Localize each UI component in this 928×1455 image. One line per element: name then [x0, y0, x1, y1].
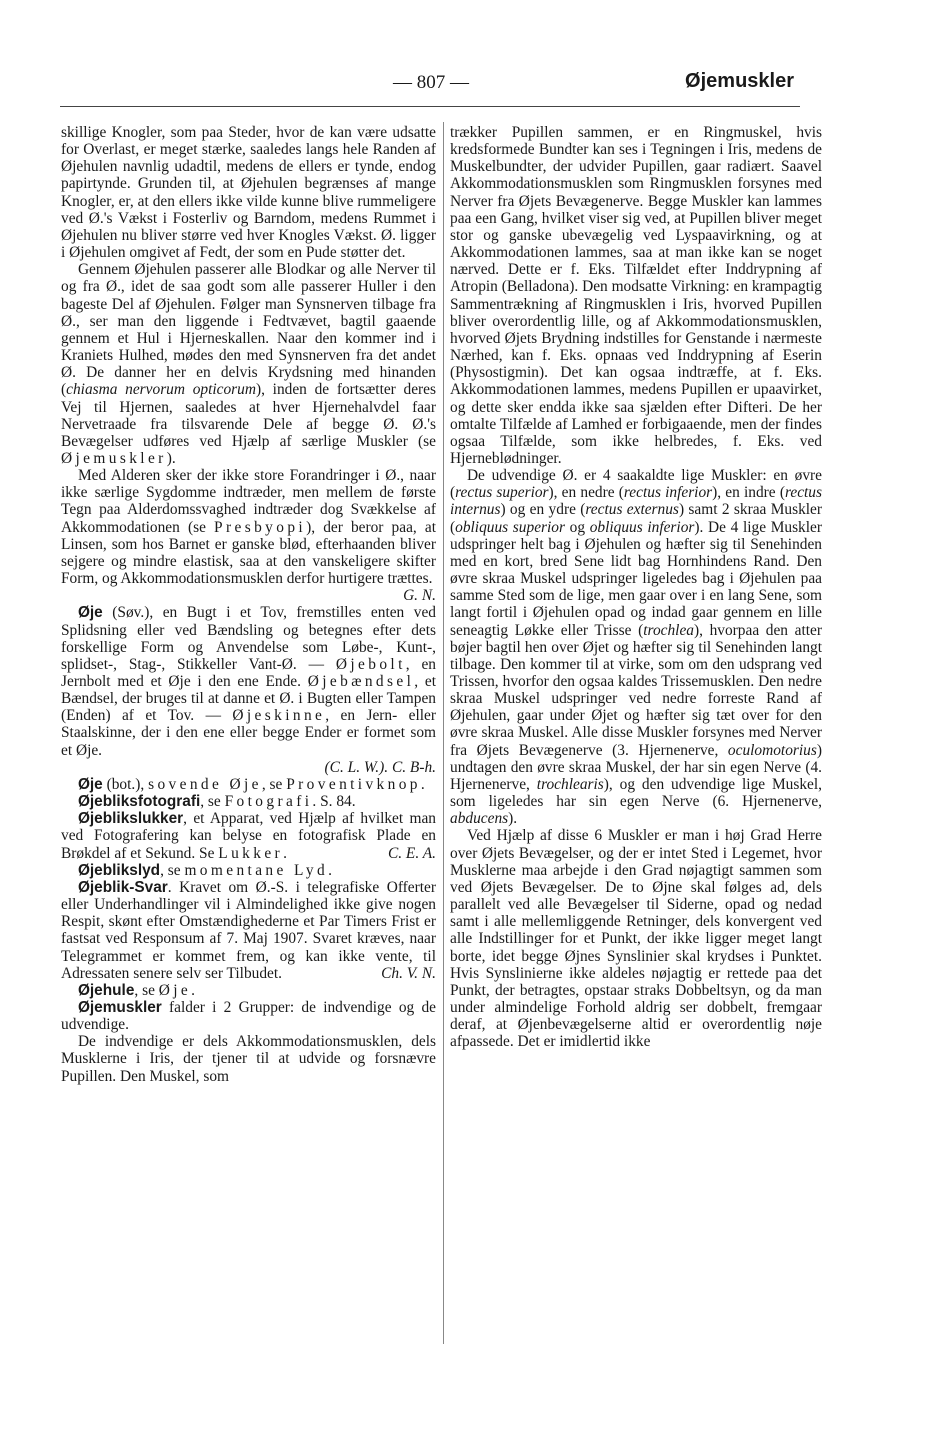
headword: Øjeblikslyd [77, 861, 161, 879]
paragraph: skillige Knogler, som paa Steder, hvor de kan være udsatte for Overlast, er meget stærke, saaledes langs hele Randen af Øjehulen navnlig udadtil, medens de ellers er tynde, endog papirtynde. Grunden til, at Øjehulen begrænses af mange Knogler, er, at den ellers ikke vilde kunne blive rummeligere ved Ø.'s Vækst i Fosterliv og Barndom, medens Rummet i Øjehulen nu bliver større ved hver Knogles Vækst. Ø. ligger i Øjehulen omgivet af Fedt, der som en Pude støtter det. [61, 124, 436, 262]
page-number: — 807 — [393, 72, 469, 93]
headword: Øje [77, 604, 103, 622]
paragraph: Med Alderen sker der ikke store Forandringer i Ø., naar ikke særlige Sygdomme indtræder, men mellem de første Tegn paa Alderdomssvaghed indtræder dog Svækkelse af Akkommodationen (se Presbyopi), der beror paa, at Linsen, som hos Barnet er ganske blød, efterhaanden bliver sejgere og mindre elastisk, saa at den vanskeligere skifter Form, og Akkommodationsmusklen derfor hurtigere trættes. G. N. [61, 467, 436, 605]
page-header [60, 72, 798, 96]
left-column [61, 124, 436, 1085]
entry-ojebliksfotografi: Øjebliksfotografi, se Fotografi. S. 84. [77, 793, 356, 811]
headword: Øjehule [77, 981, 135, 999]
paragraph: Ved Hjælp af disse 6 Muskler er man i høj Grad Herre over Øjets Bevægelser, og der er intet Sted i Legemet, hvor Musklerne maa arbejde i den Grad nøjagtigt sammen som ved Øjets Bevægelser. De to Øjne skal følges ad, dels parallelt ved alle Bevægelser til Siderne, opad og nedad samt i alle mellemliggende Retninger, dels konvergent ved alle Indstillinger for et Punkt, der ikke ligger meget langt borte, idet begge Øjnes Synslinier skal krydses i Punktet. Hvis Synslinierne ikke aldeles nøjagtig er rettede paa det Punkt, der betragtes, opstaar straks Dobbeltsyn, og da man under almindelige Forhold aldrig ser dobbelt, fremgaar deraf, at Øjenbevægelserne altid er overordentlig nøje afpassede. Det er imidlertid ikke [450, 827, 822, 1051]
headword: Øjemuskler [77, 998, 162, 1016]
column-divider [443, 122, 444, 1344]
paragraph: trækker Pupillen sammen, er en Ringmuskel, hvis kredsformede Bundter kan ses i Tegningen i Iris, medens de Muskelbundter, der udvider Pupillen, gaar radiært. Saavel Akkommodationsmusklen som Ringmusklen forsynes med Nerver fra Øjets Bevægenerve. Begge Muskler kan lammes paa een Gang, hvilket viser sig ved, at Pupillen bliver meget stor og ganske ubevægelig ved Lyspaavirkning, og at Akkommodationen lammes, saa at man ikke kan se noget nærved. Dette er f. Eks. Tilfældet efter Inddrypning af Atropin (Belladona). Den modsatte Virkning: en krampagtig Sammentrækning af Ringmusklen i Iris, hvorved Pupillen bliver overordentlig lille, og af Akkommodationsmusklen, hvorved Øjets Brydning indstilles for Genstande i nærmeste Nærhed, kan f. Eks. opnaas ved Inddrypning af Eserin (Physostigmin). Det kan ogsaa indtræffe, at f. Eks. Akkommodationen lammes, medens Pupillen er upaavirket, og dette sker endda ikke saa sjælden efter Difteri. De her omtalte Tilfælde af Lamhed er forbigaaende, men der findes ogsaa Tilfælde, som ikke helbredes, f. Eks. ved Hjerneblødninger. [450, 124, 822, 467]
entry-ojeblik-svar: Øjeblik-Svar. Kravet om Ø.-S. i telegrafiske Offerter eller Underhandlinger vil i Almindelighed ikke give nogen Respit, skønt efter Omstændighederne et Par Timers Frist er fastsat ved Responsum af 7. Maj 1907. Svaret kræves, naar Telegrammet er kommet frem, og kan ikke vente, til Adressaten senere selv ser Tilbudet. Ch. V. N. [61, 878, 436, 982]
headword: Øjeblik-Svar [77, 878, 168, 896]
header-rule [60, 106, 800, 107]
headword: Øjeblikslukker [77, 810, 184, 828]
entry-ojebliksly: Øjeblikslyd, se momentane Lyd. [77, 861, 332, 879]
signature: (C. L. W.). C. B-h. [324, 758, 436, 776]
paragraph: De indvendige er dels Akkommodationsmusklen, dels Musklerne i Iris, der tjener til at udvide og forsnævre Pupillen. Den Muskel, som [61, 1033, 436, 1085]
entry-ojemuskler: Øjemuskler falder i 2 Grupper: de indvendige og de udvendige. [61, 998, 436, 1034]
running-head: Øjemuskler [685, 70, 794, 92]
headword: Øje [77, 775, 103, 793]
signature: C. E. A. [387, 844, 436, 862]
paragraph: Gennem Øjehulen passerer alle Blodkar og alle Nerver til og fra Ø., idet de saa godt som alle passerer Huller i den bageste Del af Øjehulen. Følger man Synsnerven tilbage fra Ø., ser man den liggende i Fedtvævet, bagtil gaaende gennem et Hul i Hjerneskallen. Naar den kommer ind i Kraniets Hulhed, mødes den med Synsnerven fra det andet Ø. De danner her en delvis Krydsning med hinanden (chiasma nervorum opticorum), inden de fortsætter deres Vej til Hjernen, saaledes at hver Hjernehalvdel faar Nervetraade fra tilsvarende Dele af begge Ø. Ø.'s Bevægelser udføres ved Hjælp af særlige Muskler (se Øjemuskler). [61, 261, 436, 467]
entry-oje-sov: Øje (Søv.), en Bugt i et Tov, fremstilles enten ved Splidsning eller ved Bændsling og betegnes efter dets forskellige Form og Anvendelse som Løbe-, Kunt-, splidset-, Stag-, Stikkeller Vant-Ø. — Øjebolt, en Jernbolt med et Øje i den ene Ende. Øjebændsel, et Bændsel, der bruges til at danne et Ø. i Bugten eller Tampen (Enden) af et Tov. — Øjeskinne, en Jern- eller Staalskinne, der i den ene eller begge Ender er formet som et Øje. (C. L. W.). C. B-h. [61, 604, 436, 776]
signature: Ch. V. N. [381, 964, 436, 982]
paragraph: De udvendige Ø. er 4 saakaldte lige Muskler: en øvre (rectus superior), en nedre (rectus inferior), en indre (rectus internus) og en ydre (rectus externus) samt 2 skraa Muskler (obliquus superior og obliquus inferior). De 4 lige Muskler udspringer helt bag i Øjehulen og hæfter sig til Senehinden med en kort, bred Sene lidt bag Hornhindens Rand. Den øvre skraa Muskel udspringer ligeledes bag i Øjehulen paa samme Sted som de lige, men gaar over i en lang Sene, som langt fortil i Øjehulen opad og indad gaar gennem en lille seneagtig Løkke eller Trisse (trochlea), hvorpaa den atter bøjer bagtil hen over Øjet og hæfter sig til Senehinden langt tilbage. Den kommer til at virke, som om den udsprang ved Trissen, hvorfor den ogsaa kaldes Trissemusklen. Den nedre skraa Muskel udspringer ved nedre forreste Rand af Øjehulen, gaar under Øjet og hæfter sig tæt over for den øvre skraa Muskel. Alle disse Muskler forsynes med Nerver fra Øjets Bevægenerve (3. Hjernenerve, oculomotorius) undtagen den øvre skraa Muskel, der har sin egen Nerve (4. Hjernenerve, trochlearis), og den udvendige lige Muskel, som ligeledes har sin egen Nerve (6. Hjernenerve, abducens). [450, 467, 823, 828]
entry-ojeblikslukker: Øjeblikslukker, et Apparat, ved Hjælp af hvilket man ved Fotografering kan belyse en fotografisk Plade en Brøkdel af et Sekund. Se Lukker. C. E. A. [61, 810, 436, 862]
entry-oje-bot: Øje (bot.), sovende Øje, se Proventivknop. [77, 775, 425, 793]
signature: G. N. [403, 587, 436, 605]
right-column [450, 124, 822, 1050]
entry-ojehule: Øjehule, se Øje. [77, 981, 196, 999]
headword: Øjebliksfotografi [77, 793, 201, 811]
